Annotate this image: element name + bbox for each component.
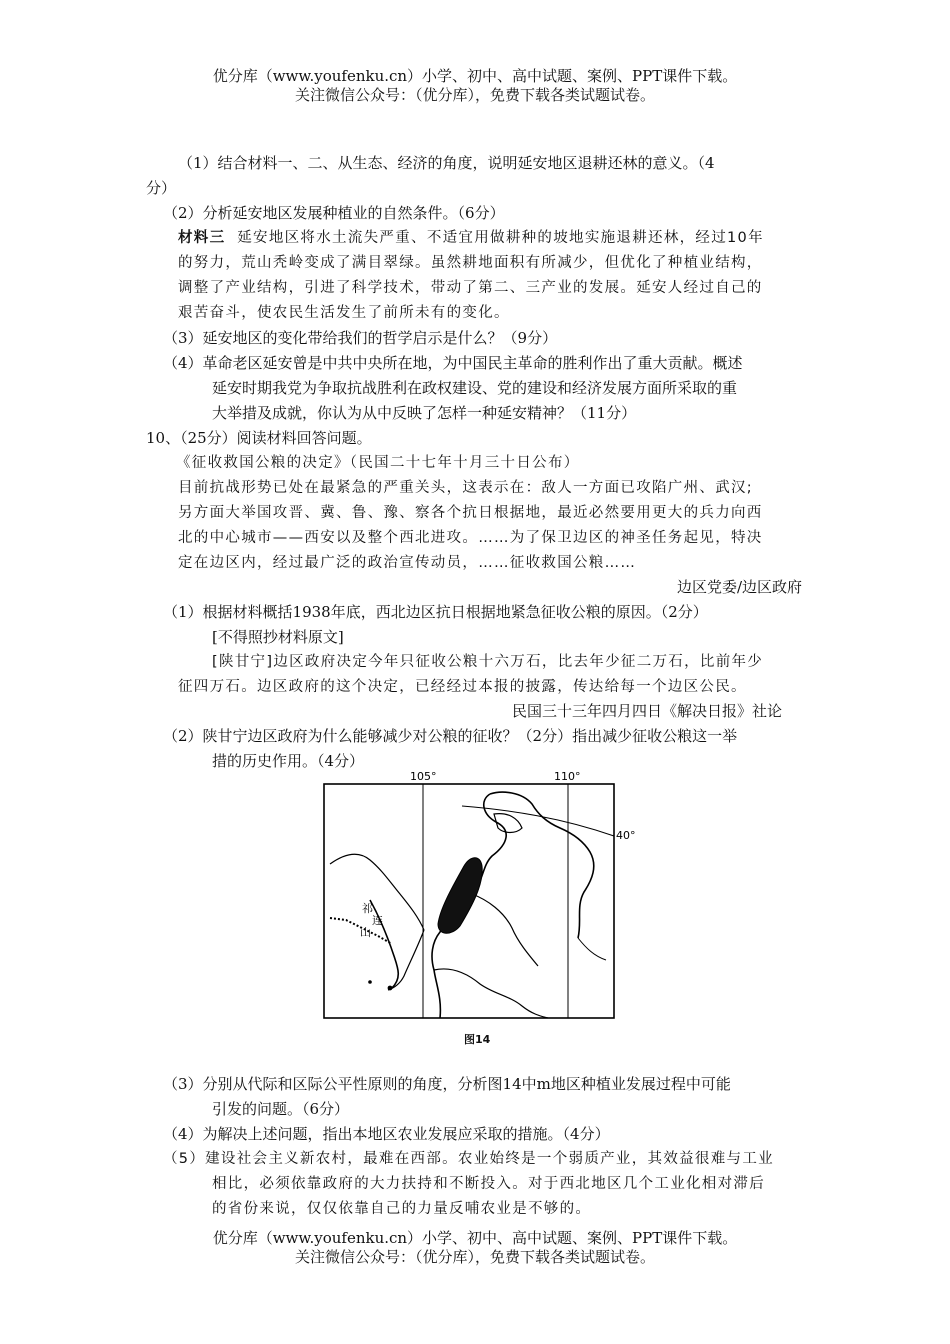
header-line-2: 关注微信公众号：（优分库），免费下载各类试题试卷。 <box>294 86 655 104</box>
label-105: 105° <box>410 770 437 783</box>
q10-part5-line2: 相比，必须依靠政府的大力扶持和不断投入。对于西北地区几个工业化相对滞后 <box>212 1176 765 1192</box>
q9-part4-line2: 延安时期我党为争取抗战胜利在政权建设、党的建设和经济发展方面所采取的重 <box>212 379 738 397</box>
figure-14-map <box>322 770 636 1028</box>
mountain-char-2: 连 <box>372 914 383 927</box>
material3-line2: 的努力，荒山秃岭变成了满目翠绿。虽然耕地面积有所减少，但优化了种植业结构， <box>178 255 763 271</box>
q10-part2-line2: 措的历史作用。（4分） <box>212 752 365 770</box>
q10-part3-line1: （3）分别从代际和区际公平性原则的角度，分析图14中m地区种植业发展过程中可能 <box>163 1075 731 1093</box>
label-40: 40° <box>616 829 636 842</box>
q10-part3-line2: 引发的问题。（6分） <box>212 1100 350 1118</box>
decision-doc-line1: 目前抗战形势已处在最紧急的严重关头，这表示在：敌人一方面已攻陷广州、武汉; <box>178 480 753 496</box>
q10-part1-note: [不得照抄材料原文] <box>212 628 344 646</box>
material3-text1: 延安地区将水土流失严重、不适宜用做耕种的坡地实施退耕还林，经过10年 <box>237 230 764 246</box>
decision-doc-source: 边区党委/边区政府 <box>676 578 802 596</box>
material3-label: 材料三 <box>178 230 226 246</box>
footer-line-2: 关注微信公众号：（优分库），免费下载各类试题试卷。 <box>294 1248 655 1266</box>
q9-part4-line3: 大举措及成就，你认为从中反映了怎样一种延安精神？（11分） <box>212 404 637 422</box>
q9-part4-line1: （4）革命老区延安曾是中共中央所在地，为中国民主革命的胜利作出了重大贡献。概述 <box>163 354 743 372</box>
q10-part2-line1: （2）陕甘宁边区政府为什么能够减少对公粮的征收？（2分）指出减少征收公粮这一举 <box>163 727 738 745</box>
label-110: 110° <box>554 770 581 783</box>
city-dot <box>388 986 393 991</box>
decision-doc-line2: 另方面大举国攻晋、冀、鲁、豫、察各个抗日根据地，最近必然要用更大的兵力向西 <box>178 505 763 521</box>
header-line-1: 优分库（www.youfenku.cn）小学、初中、高中试题、案例、PPT课件下载。 <box>212 67 738 85</box>
q10-part5-line3: 的省份来说，仅仅依靠自己的力量反哺农业是不够的。 <box>212 1201 592 1217</box>
material3-line4: 艰苦奋斗，使农民生活发生了前所未有的变化。 <box>178 305 510 321</box>
q10-part4: （4）为解决上述问题，指出本地区农业发展应采取的措施。（4分） <box>163 1125 610 1143</box>
decision-doc-line4: 定在边区内，经过最广泛的政治宣传动员，……征收救国公粮…… <box>178 555 637 571</box>
q9-part1-line1: （1）结合材料一、二、从生态、经济的角度，说明延安地区退耕还林的意义。（4 <box>178 154 715 172</box>
material3-line1 <box>178 227 764 249</box>
figure-14-caption: 图14 <box>464 1033 491 1046</box>
mountain-char-1: 祁 <box>362 902 373 915</box>
q9-part1-line2: 分） <box>146 179 177 197</box>
q9-part2: （2）分析延安地区发展种植业的自然条件。（6分） <box>163 204 505 222</box>
q9-part3: （3）延安地区的变化带给我们的哲学启示是什么？（9分） <box>163 329 558 347</box>
material3-line3: 调整了产业结构，引进了科学技术，带动了第二、三产业的发展。延安人经过自己的 <box>178 280 763 296</box>
q10-part1: （1）根据材料概括1938年底，西北边区抗日根据地紧急征收公粮的原因。（2分） <box>163 603 708 621</box>
city-dot-small <box>368 980 372 984</box>
editorial-line1: [陕甘宁]边区政府决定今年只征收公粮十六万石，比去年少征二万石，比前年少 <box>212 654 764 670</box>
mountain-char-3: 山 <box>360 926 371 939</box>
editorial-line2: 征四万石。边区政府的这个决定，已经经过本报的披露，传达给每一个边区公民。 <box>178 679 747 695</box>
decision-doc-line3: 北的中心城市——西安以及整个西北进攻。……为了保卫边区的神圣任务起见，特决 <box>178 530 763 546</box>
editorial-source: 民国三十三年四月四日《解决日报》社论 <box>511 702 782 720</box>
footer-line-1: 优分库（www.youfenku.cn）小学、初中、高中试题、案例、PPT课件下载。 <box>212 1229 738 1247</box>
q10-part5-line1: （5）建设社会主义新农村，最难在西部。农业始终是一个弱质产业，其效益很难与工业 <box>163 1151 774 1167</box>
q10-title: 10、（25分）阅读材料回答问题。 <box>146 429 372 447</box>
decision-doc-title: 《征收救国公粮的决定》（民国二十七年十月三十日公布） <box>176 455 580 471</box>
